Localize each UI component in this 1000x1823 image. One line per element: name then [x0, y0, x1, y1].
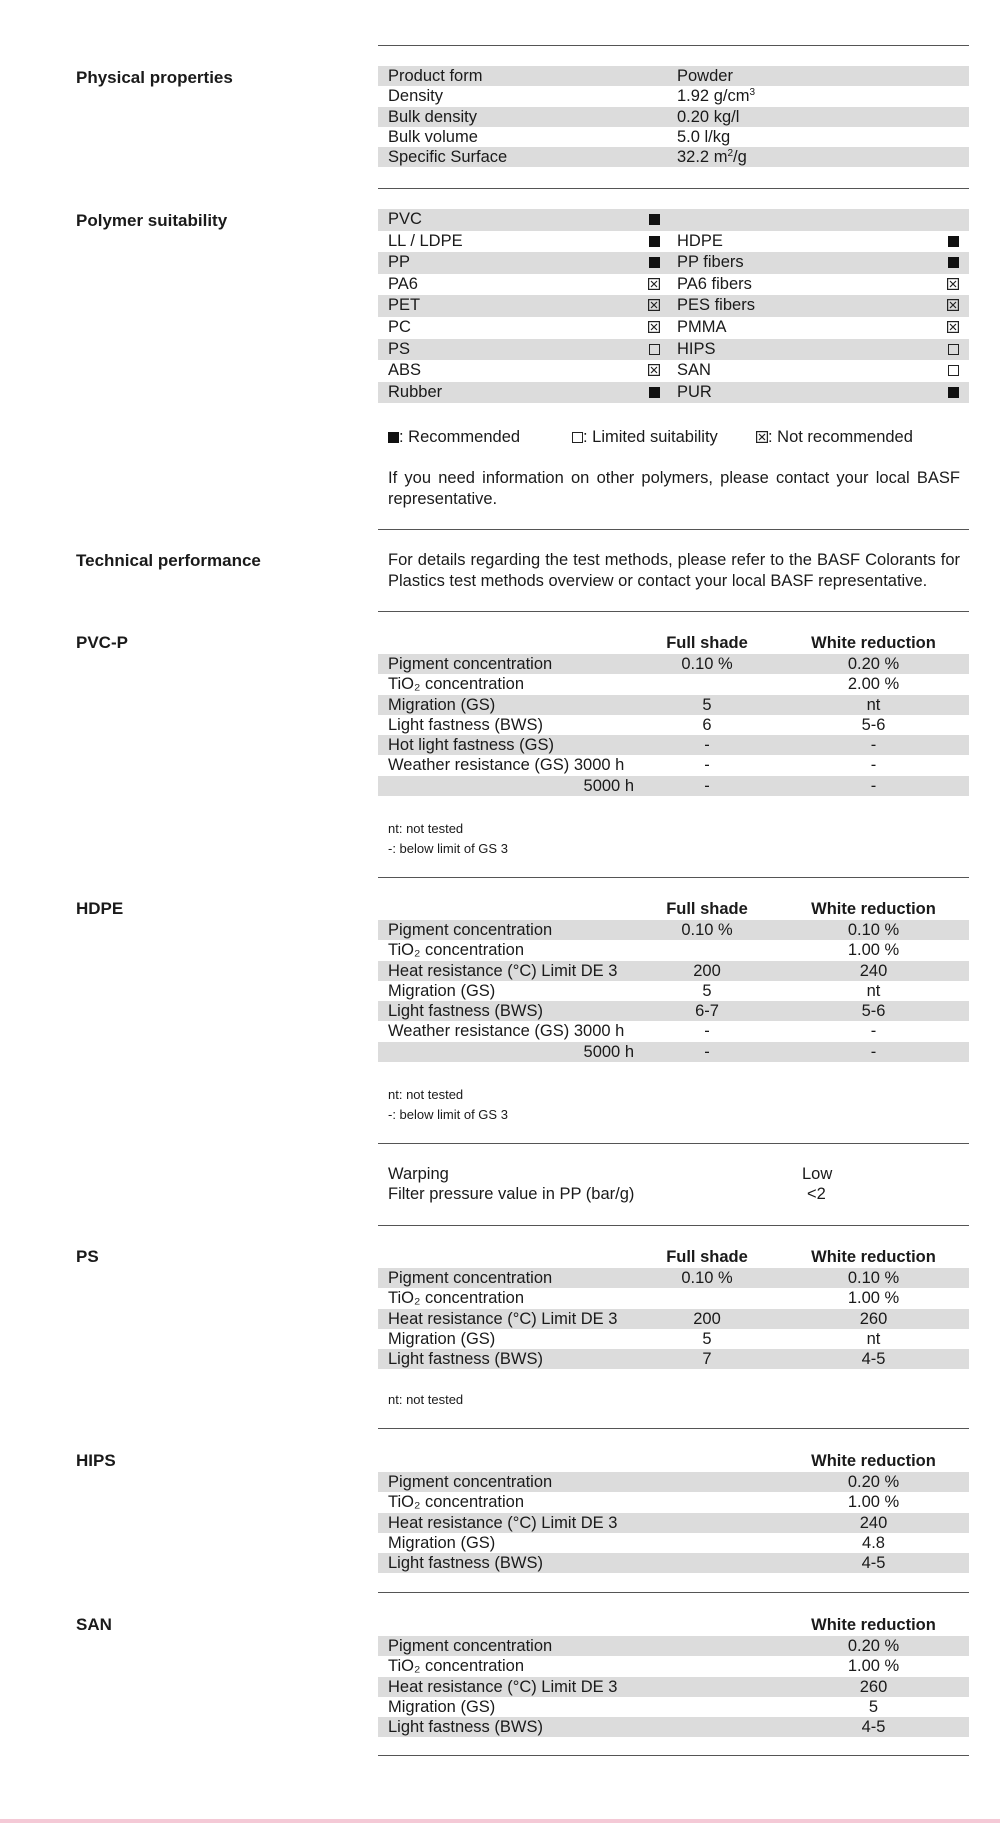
property-name: Light fastness (BWS)	[388, 1350, 543, 1369]
white-reduction-value: 5	[868, 1697, 879, 1716]
limited-square-icon	[572, 432, 583, 443]
property-name: Migration (GS)	[388, 1697, 496, 1716]
warping-value: Low	[802, 1165, 833, 1183]
table-row	[378, 1513, 969, 1533]
recommended-square-icon	[948, 257, 959, 268]
property-name: Migration (GS)	[388, 1329, 496, 1348]
section-label-polymer: Polymer suitability	[76, 211, 228, 230]
property-name: Pigment concentration	[388, 1269, 553, 1287]
suitability-mark	[644, 231, 664, 253]
property-name: Weather resistance (GS) 3000 h	[388, 1022, 625, 1041]
white-reduction-value: -	[870, 1022, 877, 1041]
crossed-square-icon	[648, 321, 660, 333]
white-reduction-value: nt	[866, 695, 881, 714]
san-table	[378, 1636, 969, 1737]
section-label-hips: HIPS	[76, 1451, 116, 1470]
limited-square-icon	[948, 365, 959, 376]
divider	[378, 45, 969, 46]
full-shade-value: -	[704, 736, 710, 755]
property-name: Heat resistance (°C) Limit DE 3	[388, 1513, 618, 1532]
header-full-shade: Full shade	[666, 634, 748, 652]
table-row	[378, 1697, 969, 1717]
polymer-name: PVC	[388, 210, 422, 228]
white-reduction-value: nt	[866, 981, 881, 1000]
table-row	[378, 107, 969, 127]
property-name: Specific Surface	[388, 148, 508, 167]
table-row	[378, 382, 969, 404]
property-name: Bulk density	[388, 107, 477, 126]
technical-text: For details regarding the test methods, please refer to the BASF Colorants for Plastics test methods overview or contact your local BASF representative.	[388, 551, 960, 590]
crossed-square-icon	[648, 364, 660, 376]
table-row	[378, 1656, 969, 1676]
table-row	[378, 86, 969, 106]
property-name: Light fastness (BWS)	[388, 1554, 543, 1573]
suitability-mark	[644, 209, 664, 231]
header-white-reduction: White reduction	[811, 1616, 936, 1634]
table-row	[378, 1309, 969, 1329]
suitability-mark	[943, 274, 963, 296]
warping-label: Warping	[388, 1165, 449, 1183]
table-row	[378, 66, 969, 86]
polymer-name: PC	[388, 317, 411, 336]
property-name: Migration (GS)	[388, 695, 496, 714]
divider	[378, 1225, 969, 1226]
divider	[378, 877, 969, 878]
white-reduction-value: 1.00 %	[847, 1657, 900, 1676]
crossed-square-icon	[648, 278, 660, 290]
divider	[378, 1143, 969, 1144]
table-row	[378, 1717, 969, 1737]
property-name: Heat resistance (°C) Limit DE 3	[388, 961, 618, 980]
white-reduction-value: 240	[859, 961, 888, 980]
divider	[378, 1428, 969, 1429]
full-shade-value: -	[704, 1022, 710, 1041]
section-label-ps: PS	[76, 1247, 99, 1266]
table-row	[378, 776, 969, 796]
table-row	[378, 127, 969, 147]
table-row	[378, 295, 969, 317]
property-value: 5.0 l/kg	[677, 127, 731, 146]
white-reduction-value: 4.8	[862, 1533, 885, 1552]
table-row	[378, 1001, 969, 1021]
recommended-square-icon	[948, 387, 959, 398]
table-row	[378, 1021, 969, 1041]
polymer-suitability-table	[378, 209, 969, 403]
polymer-name: PA6	[388, 274, 418, 293]
property-name: Bulk volume	[388, 127, 478, 146]
header-white-reduction: White reduction	[811, 634, 936, 652]
table-row	[378, 274, 969, 296]
property-name: Pigment concentration	[388, 1473, 553, 1491]
section-label-technical: Technical performance	[76, 551, 261, 570]
table-row	[378, 961, 969, 981]
divider	[378, 1592, 969, 1593]
property-value: Powder	[677, 67, 733, 85]
table-row	[378, 1329, 969, 1349]
property-name: Light fastness (BWS)	[388, 1002, 543, 1021]
property-value: 32.2 $m^2/g$	[677, 148, 747, 167]
filter-pressure-label: Filter pressure value in PP (bar/g)	[388, 1185, 635, 1203]
white-reduction-value: -	[870, 1042, 877, 1061]
polymer-name: PES fibers	[677, 296, 755, 315]
property-name: Migration (GS)	[388, 1533, 496, 1552]
table-row	[378, 1288, 969, 1308]
suitability-mark	[644, 274, 664, 296]
table-row	[378, 674, 969, 694]
recommended-square-icon	[388, 432, 399, 443]
header-full-shade: Full shade	[666, 900, 748, 918]
table-row	[378, 1042, 969, 1062]
suitability-mark	[943, 252, 963, 274]
white-reduction-value: 4-5	[861, 1554, 886, 1573]
suitability-mark	[943, 382, 963, 404]
limited-square-icon	[948, 344, 959, 355]
limited-square-icon	[649, 344, 660, 355]
polymer-name: HDPE	[677, 231, 723, 250]
white-reduction-value: 2.00 %	[847, 675, 900, 694]
white-reduction-value: 240	[859, 1513, 888, 1532]
polymer-name: SAN	[677, 361, 711, 380]
white-reduction-value: 0.10 %	[847, 1269, 900, 1287]
full-shade-value: 5	[702, 695, 712, 714]
property-name: Pigment concentration	[388, 655, 553, 673]
white-reduction-value: 1.00 %	[847, 1493, 900, 1512]
white-reduction-value: -	[870, 756, 877, 775]
property-name: Migration (GS)	[388, 981, 496, 1000]
property-name: Heat resistance (°C) Limit DE 3	[388, 1677, 618, 1696]
crossed-square-icon	[947, 299, 959, 311]
property-name: TiO₂ concentration	[388, 1289, 525, 1308]
table-row	[378, 147, 969, 167]
table-row	[378, 1533, 969, 1553]
legend-not-recommended: : Not recommended	[756, 428, 913, 447]
property-subname: 5000 h	[583, 776, 634, 795]
property-name: Heat resistance (°C) Limit DE 3	[388, 1309, 618, 1328]
table-row	[378, 755, 969, 775]
full-shade-value: 0.10 %	[681, 1269, 733, 1287]
full-shade-value: 0.10 %	[681, 655, 733, 673]
property-subname: 5000 h	[583, 1042, 634, 1061]
note: -: below limit of GS 3	[388, 1107, 508, 1122]
divider	[378, 188, 969, 189]
white-reduction-value: 0.20 %	[847, 655, 900, 673]
full-shade-value: 6	[702, 715, 712, 734]
section-label-physical: Physical properties	[76, 68, 233, 87]
polymer-name: Rubber	[388, 382, 443, 401]
suitability-mark	[644, 382, 664, 404]
table-row	[378, 920, 969, 940]
property-name: TiO₂ concentration	[388, 941, 525, 960]
full-shade-value: -	[704, 756, 710, 775]
white-reduction-value: 4-5	[861, 1350, 886, 1369]
recommended-square-icon	[649, 236, 660, 247]
polymer-name: PA6 fibers	[677, 274, 752, 293]
polymer-name: ABS	[388, 361, 422, 380]
polymer-name: PET	[388, 296, 421, 315]
polymer-name: HIPS	[677, 339, 716, 358]
white-reduction-value: 0.20 %	[847, 1473, 900, 1491]
property-name: Pigment concentration	[388, 921, 553, 939]
suitability-mark	[943, 339, 963, 361]
recommended-square-icon	[948, 236, 959, 247]
white-reduction-value: 4-5	[861, 1718, 886, 1737]
table-row	[378, 231, 969, 253]
full-shade-value: 0.10 %	[681, 921, 733, 939]
divider	[378, 1755, 969, 1756]
header-white-reduction: White reduction	[811, 900, 936, 918]
crossed-square-icon	[947, 278, 959, 290]
suitability-mark	[943, 360, 963, 382]
full-shade-value: -	[704, 776, 710, 795]
property-name: TiO₂ concentration	[388, 675, 525, 694]
table-row	[378, 695, 969, 715]
note: -: below limit of GS 3	[388, 841, 508, 856]
table-row	[378, 1492, 969, 1512]
legend-limited: : Limited suitability	[572, 428, 718, 447]
full-shade-value: 200	[693, 961, 721, 980]
polymer-note: If you need information on other polymers, please contact your local BASF representative.	[388, 469, 960, 508]
table-row	[378, 940, 969, 960]
divider	[378, 529, 969, 530]
table-row	[378, 1636, 969, 1656]
filter-pressure-value: <2	[807, 1185, 826, 1203]
ps-table	[378, 1268, 969, 1369]
note: nt: not tested	[388, 1087, 464, 1102]
table-row	[378, 1349, 969, 1369]
legend-recommended: : Recommended	[388, 428, 520, 447]
suitability-mark	[644, 252, 664, 274]
property-name: TiO₂ concentration	[388, 1493, 525, 1512]
suitability-mark	[943, 295, 963, 317]
suitability-mark	[644, 295, 664, 317]
crossed-square-icon	[947, 321, 959, 333]
table-row	[378, 317, 969, 339]
suitability-mark	[644, 317, 664, 339]
table-row	[378, 981, 969, 1001]
full-shade-value: 200	[693, 1309, 721, 1328]
crossed-square-icon	[648, 299, 660, 311]
property-name: Light fastness (BWS)	[388, 1718, 543, 1737]
full-shade-value: -	[704, 1042, 710, 1061]
table-row	[378, 360, 969, 382]
property-name: Weather resistance (GS) 3000 h	[388, 756, 625, 775]
recommended-square-icon	[649, 257, 660, 268]
hdpe-table	[378, 920, 969, 1062]
polymer-name: PP fibers	[677, 253, 744, 272]
white-reduction-value: 0.10 %	[847, 921, 900, 939]
crossed-square-icon	[756, 431, 768, 443]
property-name: Hot light fastness (GS)	[388, 736, 554, 755]
white-reduction-value: 5-6	[861, 715, 886, 734]
polymer-name: LL / LDPE	[388, 231, 463, 250]
white-reduction-value: 1.00 %	[847, 941, 900, 960]
suitability-mark	[644, 339, 664, 361]
full-shade-value: 5	[702, 981, 712, 1000]
suitability-mark	[644, 360, 664, 382]
recommended-square-icon	[649, 387, 660, 398]
white-reduction-value: 0.20 %	[847, 1637, 900, 1655]
recommended-square-icon	[649, 214, 660, 225]
suitability-mark	[943, 317, 963, 339]
hips-table	[378, 1472, 969, 1573]
page-edge	[0, 1819, 1000, 1823]
note: nt: not tested	[388, 1392, 464, 1407]
polymer-name: PS	[388, 339, 411, 358]
white-reduction-value: nt	[866, 1329, 881, 1348]
property-value: 0.20 kg/l	[677, 107, 740, 126]
section-label-pvcp: PVC-P	[76, 633, 128, 652]
white-reduction-value: 260	[859, 1677, 888, 1696]
property-name: Light fastness (BWS)	[388, 715, 543, 734]
table-row	[378, 252, 969, 274]
section-label-hdpe: HDPE	[76, 899, 124, 918]
table-row	[378, 654, 969, 674]
header-white-reduction: White reduction	[811, 1248, 936, 1266]
property-name: TiO₂ concentration	[388, 1657, 525, 1676]
white-reduction-value: 5-6	[861, 1002, 886, 1021]
table-row	[378, 1553, 969, 1573]
property-value: 1.92 $g/cm^3$	[677, 87, 756, 106]
full-shade-value: 5	[702, 1329, 712, 1348]
table-row	[378, 209, 969, 231]
table-row	[378, 735, 969, 755]
white-reduction-value: -	[870, 736, 877, 755]
white-reduction-value: -	[870, 776, 877, 795]
divider	[378, 611, 969, 612]
header-white-reduction: White reduction	[811, 1452, 936, 1470]
header-full-shade: Full shade	[666, 1248, 748, 1266]
polymer-name: PMMA	[677, 317, 727, 336]
property-name: Pigment concentration	[388, 1637, 553, 1655]
pvcp-table	[378, 654, 969, 796]
table-row	[378, 339, 969, 361]
full-shade-value: 6-7	[695, 1002, 719, 1021]
property-name: Density	[388, 87, 444, 106]
white-reduction-value: 1.00 %	[847, 1289, 900, 1308]
polymer-name: PP	[388, 253, 411, 272]
suitability-mark	[943, 231, 963, 253]
table-row	[378, 715, 969, 735]
physical-properties-table	[378, 66, 969, 167]
table-row	[378, 1268, 969, 1288]
note: nt: not tested	[388, 821, 464, 836]
table-row	[378, 1472, 969, 1492]
property-name: Product form	[388, 67, 483, 85]
section-label-san: SAN	[76, 1615, 112, 1634]
polymer-name: PUR	[677, 382, 712, 401]
white-reduction-value: 260	[859, 1309, 888, 1328]
table-row	[378, 1677, 969, 1697]
full-shade-value: 7	[702, 1350, 712, 1369]
